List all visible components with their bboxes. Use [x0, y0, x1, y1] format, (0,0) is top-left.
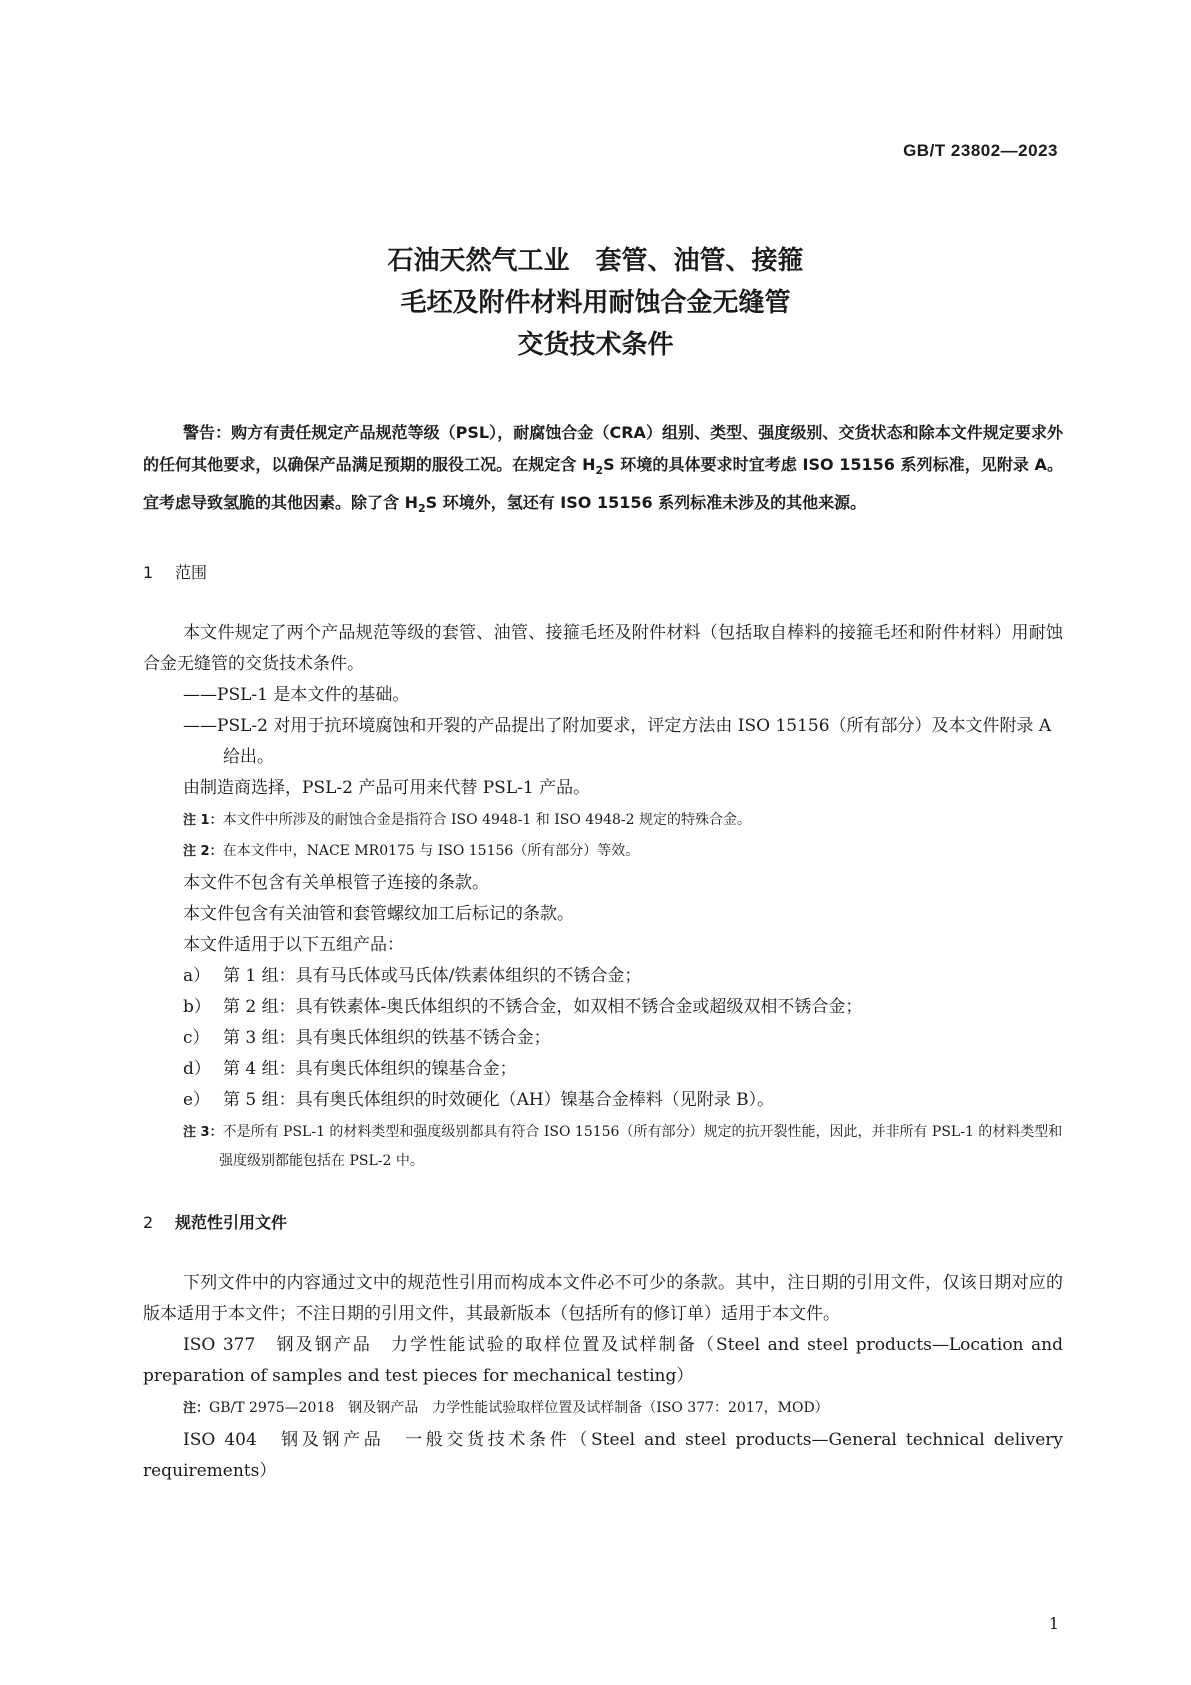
list-text: 第 5 组：具有奥氏体组织的时效硬化（AH）镍基合金棒料（见附录 B）。: [223, 1090, 775, 1111]
note-3-text: 不是所有 PSL-1 的材料类型和强度级别都具有符合 ISO 15156（所有部分）规定的抗开裂性能，因此，并非所有 PSL-1 的材料类型和强度级别都能包括在 PSL-2 中。: [219, 1124, 1063, 1170]
note-2-text: 在本文件中，NACE MR0175 与 ISO 15156（所有部分）等效。: [222, 843, 640, 860]
scope-groups-intro: 本文件适用于以下五组产品：: [183, 935, 404, 956]
note-3: [143, 1118, 1063, 1175]
note-1: [143, 806, 1063, 835]
warning-paragraph: [143, 417, 1063, 525]
list-marker: e）: [183, 1090, 211, 1111]
note-2-label: 注 2：: [183, 844, 223, 860]
standard-code: GB/T 23802—2023: [903, 141, 1058, 160]
list-item: [143, 1023, 1063, 1054]
section-1-title: 范围: [175, 563, 208, 583]
note-2: [143, 837, 1063, 866]
section-1-heading: [143, 560, 1063, 583]
scope-dash-psl1: ——PSL-1 是本文件的基础。: [183, 685, 410, 706]
note-1-label: 注 1：: [183, 813, 223, 829]
scope-intro: 本文件规定了两个产品规范等级的套管、油管、接箍毛坯及附件材料（包括取自棒料的接箍毛坯和附件材料）用耐蚀合金无缝管的交货技术条件。: [143, 623, 1063, 675]
section-2-title: 规范性引用文件: [175, 1213, 288, 1233]
title-line-1: 石油天然气工业 套管、油管、接箍: [387, 246, 804, 276]
reference-note-text: GB/T 2975—2018 钢及钢产品 力学性能试验取样位置及试样制备（ISO 377：2017，MOD）: [209, 1400, 829, 1417]
section-2-heading: [143, 1210, 1063, 1233]
title-line-2: 毛坯及附件材料用耐蚀合金无缝管: [400, 288, 791, 318]
scope-marking: 本文件包含有关油管和套管螺纹加工后标记的条款。: [183, 904, 574, 925]
section-2-number: 2: [143, 1213, 154, 1233]
reference-iso-377: ISO 377 钢及钢产品 力学性能试验的取样位置及试样制备（Steel and steel products—Location and preparation of samples and test pieces for mechanical testing）: [143, 1335, 1063, 1387]
list-marker: b）: [183, 997, 211, 1018]
document-body: [143, 417, 1063, 1487]
warning-subscript-1: 2: [595, 464, 604, 478]
list-marker: c）: [183, 1028, 210, 1049]
warning-text-2: S 环境的具体要求时宜考虑 ISO 15156 系列标准，见附录 A。宜考虑导致氢脆的其他因素。除了含 H: [143, 455, 1063, 513]
reference-note-label: 注：: [183, 1401, 210, 1417]
document-title: [0, 240, 1191, 366]
references-intro: 下列文件中的内容通过文中的规范性引用而构成本文件必不可少的条款。其中，注日期的引用文件，仅该日期对应的版本适用于本文件；不注日期的引用文件，其最新版本（包括所有的修订单）适用于本文件。: [143, 1273, 1063, 1325]
list-marker: a）: [183, 966, 211, 987]
list-item: [143, 1085, 1063, 1116]
warning-text-3: S 环境外，氢还有 ISO 15156 系列标准未涉及的其他来源。: [425, 493, 867, 513]
page-number: 1: [1048, 1614, 1059, 1633]
list-text: 第 2 组：具有铁素体-奥氏体组织的不锈合金，如双相不锈合金或超级双相不锈合金；: [223, 997, 863, 1018]
list-text: 第 3 组：具有奥氏体组织的铁基不锈合金；: [223, 1028, 551, 1049]
list-item: [143, 961, 1063, 992]
scope-dash-psl2: ——PSL-2 对用于抗环境腐蚀和开裂的产品提出了附加要求，评定方法由 ISO 15156（所有部分）及本文件附录 A 给出。: [183, 716, 1052, 768]
warning-text-1: 警告：购方有责任规定产品规范等级（PSL），耐腐蚀合金（CRA）组别、类型、强度级别、交货状态和除本文件规定要求外的任何其他要求，以确保产品满足预期的服役工况。在规定含 H: [143, 423, 1063, 474]
note-1-text: 本文件中所涉及的耐蚀合金是指符合 ISO 4948-1 和 ISO 4948-2 规定的特殊合金。: [222, 812, 752, 829]
reference-iso-404: ISO 404 钢及钢产品 一般交货技术条件（Steel and steel products—General technical delivery requirements）: [143, 1430, 1063, 1482]
reference-iso-377-note: [143, 1394, 1063, 1423]
list-text: 第 4 组：具有奥氏体组织的镍基合金；: [223, 1059, 517, 1080]
list-item: [143, 1054, 1063, 1085]
list-item: [143, 992, 1063, 1023]
list-text: 第 1 组：具有马氏体或马氏体/铁素体组织的不锈合金；: [223, 966, 642, 987]
scope-no-single-pipe: 本文件不包含有关单根管子连接的条款。: [183, 873, 489, 894]
list-marker: d）: [183, 1059, 211, 1080]
note-3-label: 注 3：: [183, 1125, 223, 1141]
scope-choice: 由制造商选择，PSL-2 产品可用来代替 PSL-1 产品。: [183, 778, 591, 799]
warning-subscript-2: 2: [417, 502, 426, 516]
title-line-3: 交货技术条件: [517, 330, 674, 360]
section-1-number: 1: [143, 563, 154, 583]
